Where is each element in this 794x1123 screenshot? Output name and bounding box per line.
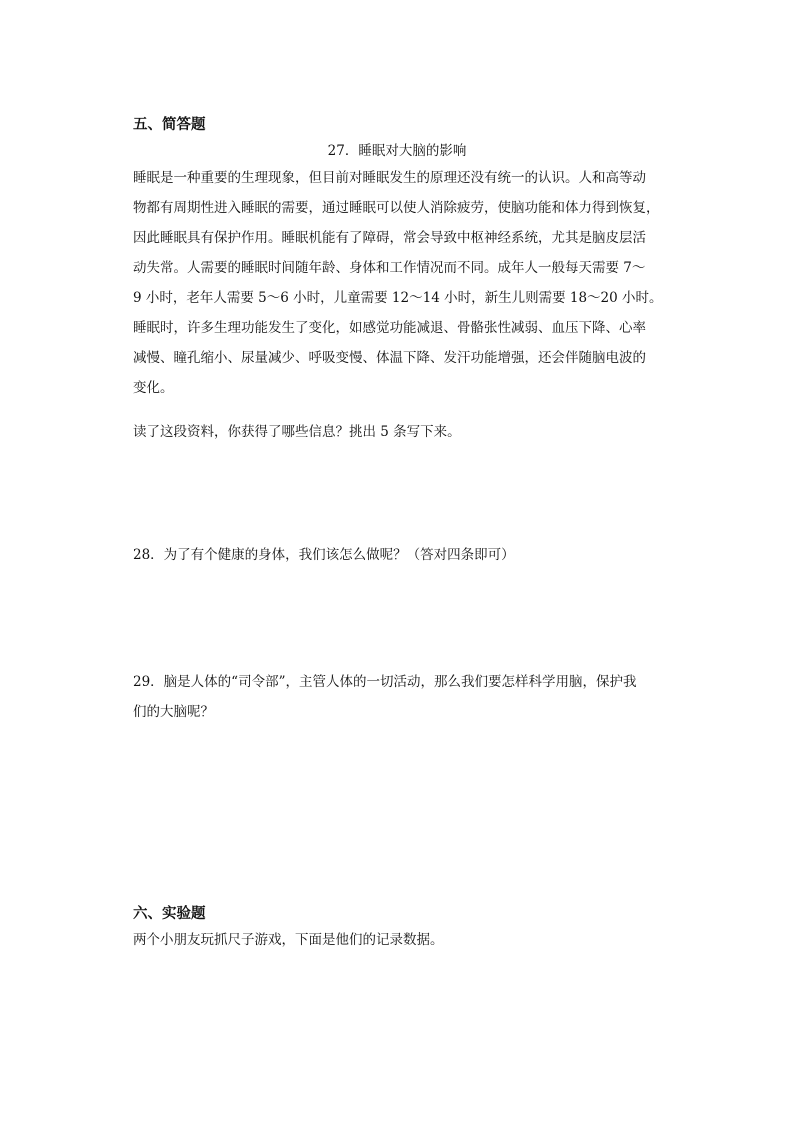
passage-line: 减慢、瞳孔缩小、尿量减少、呼吸变慢、体温下降、发汗功能增强，还会伴随脑电波的: [133, 350, 646, 366]
passage-line: 睡眠是一种重要的生理现象，但目前对睡眠发生的原理还没有统一的认识。人和高等动: [133, 170, 646, 186]
question-28: 28．为了有个健康的身体，我们该怎么做呢？（答对四条即可）: [133, 547, 515, 563]
question-29-line-2: 们的大脑呢？: [133, 704, 214, 720]
question-29-line-1: 29．脑是人体的“司令部”，主管人体的一切活动，那么我们要怎样科学用脑，保护我: [133, 674, 637, 690]
passage-line: 睡眠时，许多生理功能发生了变化，如感觉功能减退、骨骼张性减弱、血压下降、心率: [133, 320, 646, 336]
section-5-heading: 五、简答题: [133, 116, 206, 133]
passage-line: 9 小时，老年人需要 5～6 小时，儿童需要 12～14 小时，新生儿则需要 18～20 小时。: [133, 290, 663, 306]
section-6-heading: 六、实验题: [133, 905, 206, 922]
section-6-intro: 两个小朋友玩抓尺子游戏，下面是他们的记录数据。: [133, 932, 444, 948]
passage-line: 变化。: [133, 380, 174, 396]
question-27-prompt: 读了这段资料，你获得了哪些信息？挑出 5 条写下来。: [133, 424, 461, 440]
question-27-passage: [133, 163, 663, 403]
passage-line: 因此睡眠具有保护作用。睡眠机能有了障碍，常会导致中枢神经系统，尤其是脑皮层活: [133, 230, 646, 246]
passage-line: 物都有周期性进入睡眠的需要，通过睡眠可以使人消除疲劳，使脑功能和体力得到恢复，: [133, 200, 660, 216]
question-27-title: 27．睡眠对大脑的影响: [327, 143, 467, 159]
passage-line: 动失常。人需要的睡眠时间随年龄、身体和工作情况而不同。成年人一般每天需要 7～: [133, 260, 646, 276]
